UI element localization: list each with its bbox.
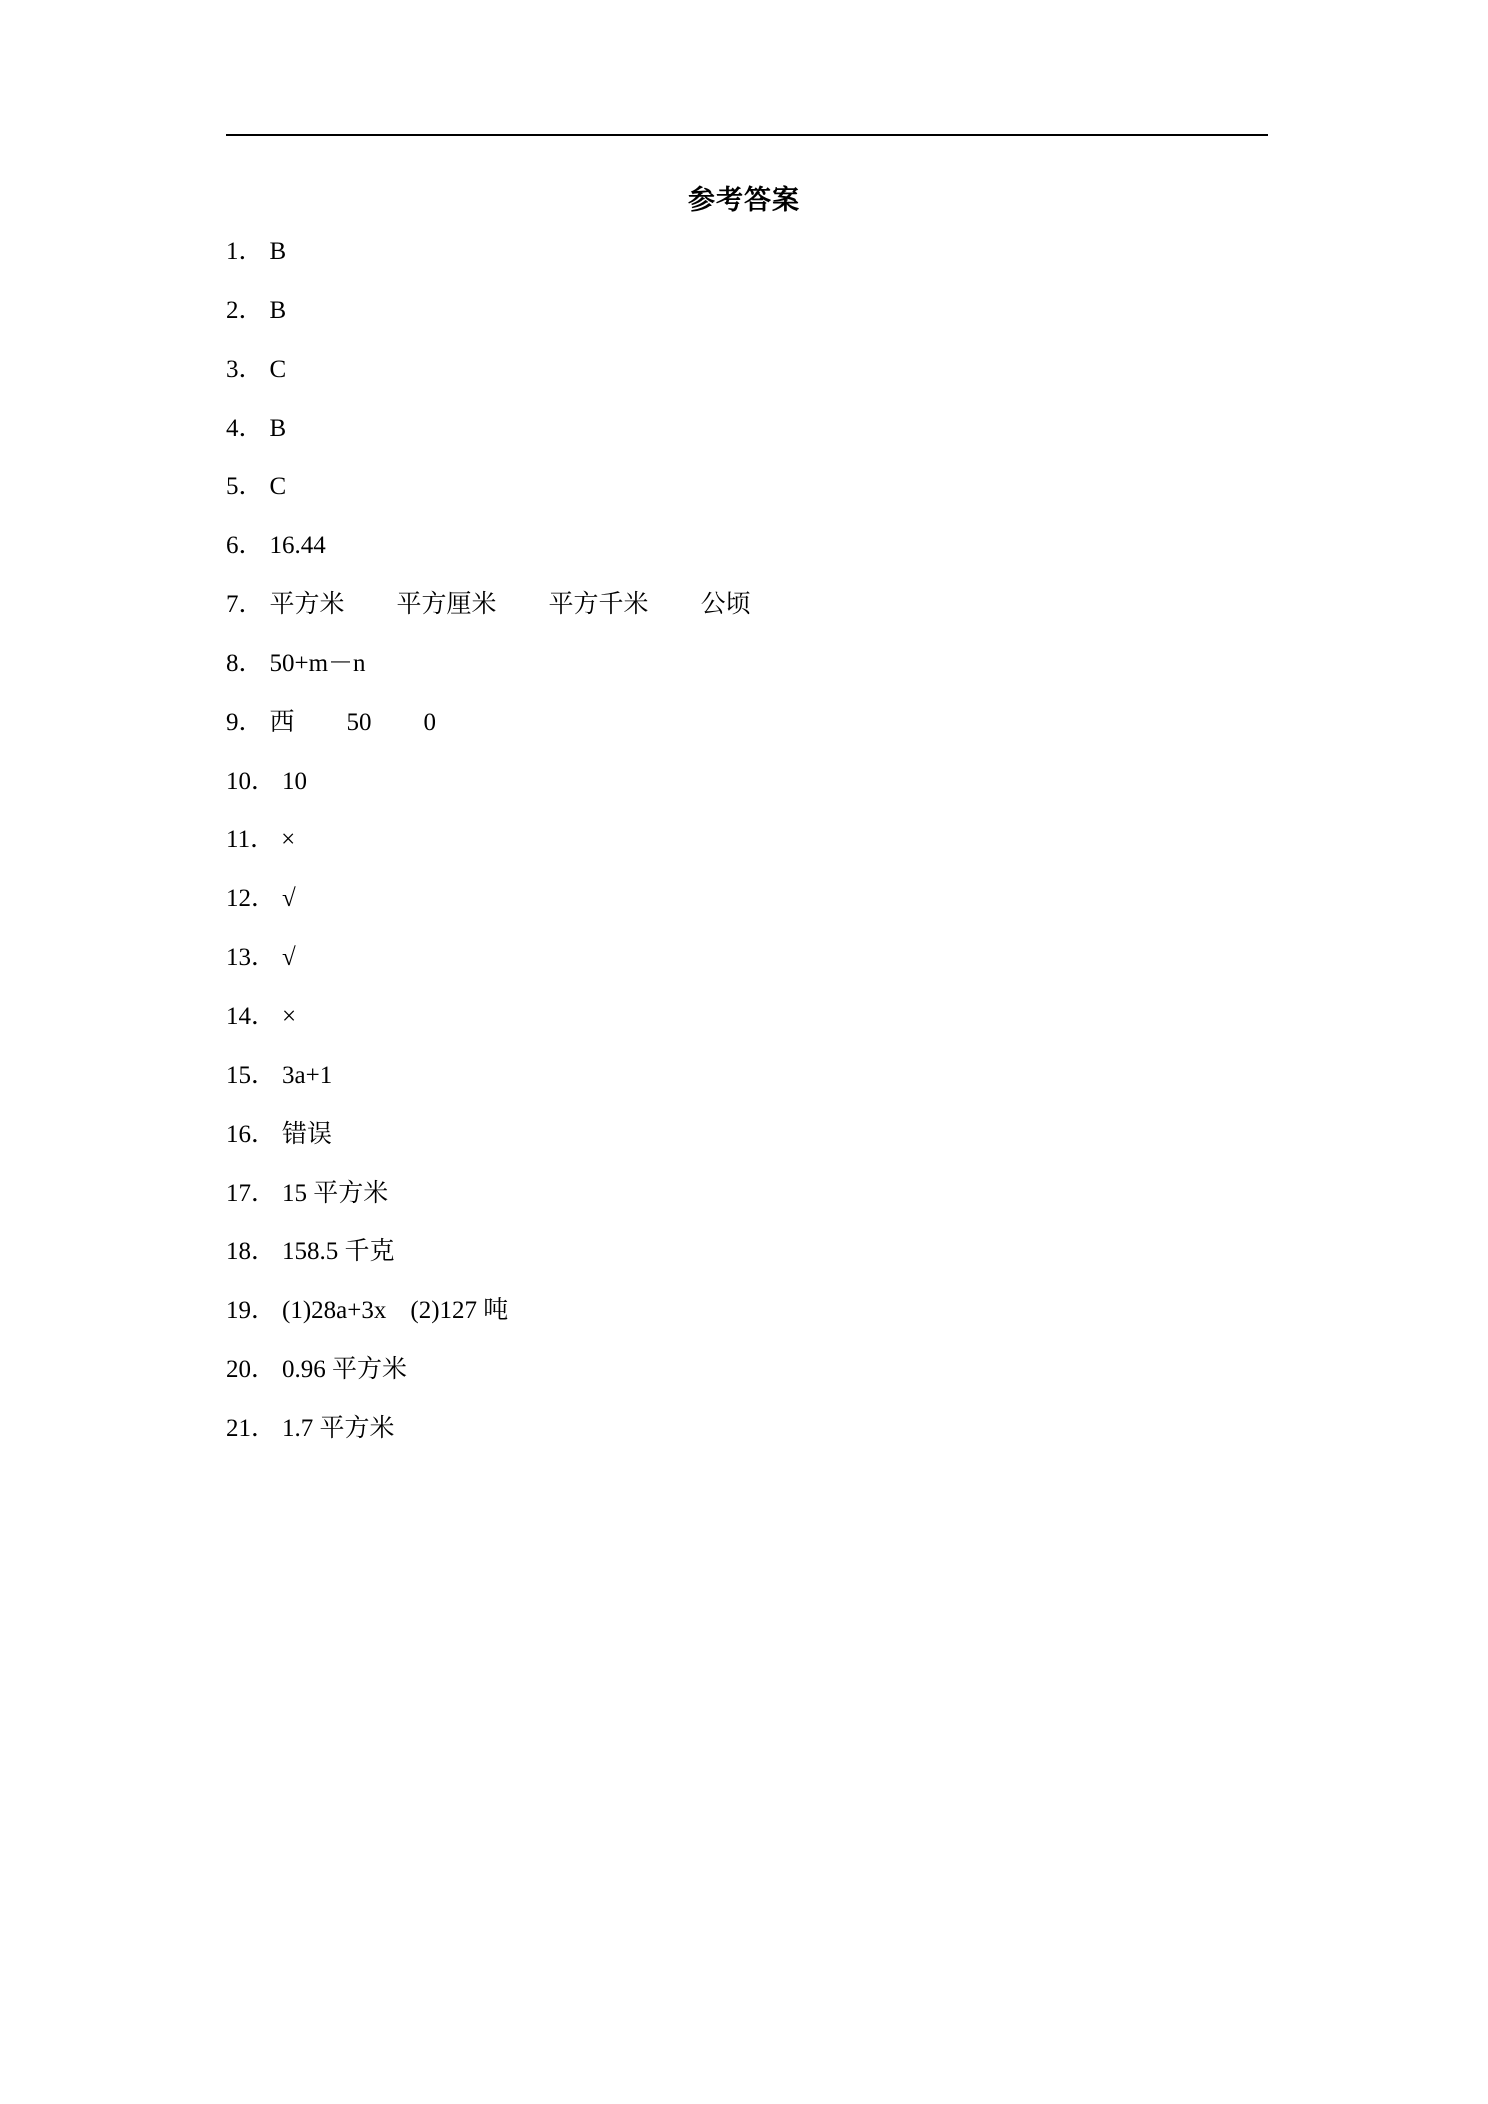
answer-separator: ． [251,1356,277,1384]
answer-text: × [282,1002,297,1030]
answer-item [226,1232,1266,1291]
answer-separator: ． [251,1179,277,1207]
answer-number: 2 [226,296,239,324]
answer-item [226,703,1266,762]
answer-separator: ． [251,1238,277,1266]
answer-text: C [269,473,287,501]
answer-separator: ． [251,944,277,972]
answer-item [226,820,1266,879]
answer-text: 50+m－n [269,649,366,677]
answer-text: 50 [346,708,372,736]
answer-separator: ． [238,708,264,736]
answer-separator: ． [238,414,264,442]
answer-item [226,467,1266,526]
answer-text: 平方千米 [548,591,649,619]
answer-separator: ． [251,1061,277,1089]
answer-text: 15 平方米 [282,1179,389,1207]
answer-number: 10 [226,767,251,795]
answer-item [226,232,1266,291]
answer-separator: ． [238,591,264,619]
answer-item [226,1291,1266,1350]
answer-item [226,1056,1266,1115]
answer-number: 8 [226,649,239,677]
answer-text: × [281,826,296,854]
answer-text: 0 [423,708,437,736]
answer-text: 西 [269,708,295,736]
answer-item [226,762,1266,821]
answer-number: 6 [226,532,239,560]
answer-item [226,585,1266,644]
answer-number: 5 [226,473,239,501]
answer-separator: ． [251,1414,277,1442]
answer-text: 1.7 平方米 [282,1414,395,1442]
answer-separator: ． [238,296,264,324]
answer-text: B [269,238,287,265]
answer-item [226,879,1266,938]
answer-item [226,291,1266,350]
answer-item [226,644,1266,703]
answer-number: 14 [226,1002,251,1030]
answer-number: 16 [226,1120,251,1148]
answer-text: 0.96 平方米 [282,1356,408,1384]
answer-text: (2)127 吨 [410,1297,509,1325]
answer-text: B [269,296,287,324]
answer-item [226,1409,1266,1468]
answer-text: 10 [282,767,308,795]
answer-text: (1)28a+3x [282,1297,387,1325]
answer-text: 错误 [282,1120,333,1148]
answer-item [226,1350,1266,1409]
answer-number: 12 [226,885,251,913]
answer-separator: ． [251,767,277,795]
answer-text: √ [282,885,296,913]
answer-number: 3 [226,355,239,383]
answer-text: B [269,414,287,442]
answer-separator: ． [238,532,264,560]
answer-item [226,526,1266,585]
answer-item [226,1115,1266,1174]
answer-number: 21 [226,1414,251,1442]
answer-number: 17 [226,1179,251,1207]
answer-number: 11 [226,826,251,854]
page-title: 参考答案 [688,185,800,215]
answer-number: 9 [226,708,239,736]
answer-separator: ． [250,826,276,854]
answer-item [226,997,1266,1056]
answer-number: 20 [226,1356,251,1384]
answer-number: 18 [226,1238,251,1266]
answer-number: 19 [226,1297,251,1325]
answer-separator: ． [251,1002,277,1030]
answer-separator: ． [251,885,277,913]
answer-number: 13 [226,944,251,972]
answer-separator: ． [251,1297,277,1325]
answer-text: 16.44 [269,532,326,560]
answer-text: 平方米 [269,591,345,619]
answer-text: 公顷 [700,591,751,619]
answer-number: 4 [226,414,239,442]
answer-item [226,938,1266,997]
answer-number: 15 [226,1061,251,1089]
answer-separator: ． [238,238,264,265]
answer-text: 3a+1 [282,1061,333,1089]
answer-text: √ [282,944,296,972]
answer-number: 7 [226,591,239,619]
answer-separator: ． [238,473,264,501]
answer-separator: ． [251,1120,277,1148]
header-rule [226,134,1268,136]
answer-item [226,1174,1266,1233]
answer-separator: ． [238,355,264,383]
answer-text: 158.5 千克 [282,1238,395,1266]
answer-number: 1 [226,238,239,265]
answer-item [226,409,1266,468]
answer-separator: ． [238,649,264,677]
answer-list [226,232,1266,1468]
answer-item [226,350,1266,409]
answer-text: 平方厘米 [396,591,497,619]
answer-text: C [269,355,287,383]
